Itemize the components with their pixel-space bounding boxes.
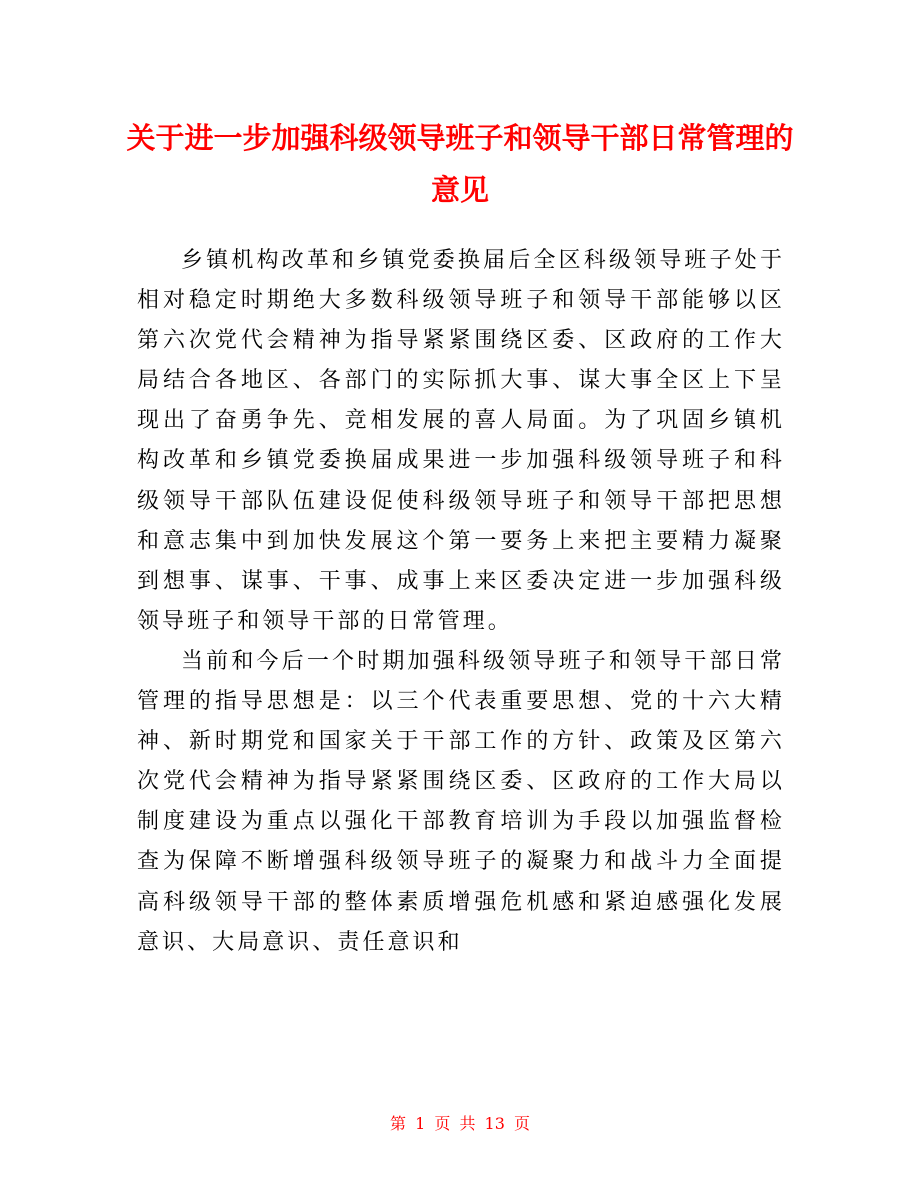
- document-body: [137, 241, 785, 963]
- paragraph-1: 乡镇机构改革和乡镇党委换届后全区科级领导班子处于相对稳定时期绝大多数科级领导班子和领导干部能够以区第六次党代会精神为指导紧紧围绕区委、区政府的工作大局结合各地区、各部门的实际抓大事、谋大事全区上下呈现出了奋勇争先、竞相发展的喜人局面。为了巩固乡镇机构改革和乡镇党委换届成果进一步加强科级领导班子和科级领导干部队伍建设促使科级领导班子和领导干部把思想和意志集中到加快发展这个第一要务上来把主要精力凝聚到想事、谋事、干事、成事上来区委决定进一步加强科级领导班子和领导干部的日常管理。: [137, 248, 785, 634]
- page-number-footer: 第 1 页 共 13 页: [390, 1114, 530, 1133]
- document-title: 关于进一步加强科级领导班子和领导干部日常管理的意见: [126, 121, 794, 207]
- paragraph-2: 当前和今后一个时期加强科级领导班子和领导干部日常管理的指导思想是：以三个代表重要思想、党的十六大精神、新时期党和国家关于干部工作的方针、政策及区第六次党代会精神为指导紧紧围绕区委、区政府的工作大局以制度建设为重点以强化干部教育培训为手段以加强监督检查为保障不断增强科级领导班子的凝聚力和战斗力全面提高科级领导干部的整体素质增强危机感和紧迫感强化发展意识、大局意识、责任意识和: [137, 648, 785, 955]
